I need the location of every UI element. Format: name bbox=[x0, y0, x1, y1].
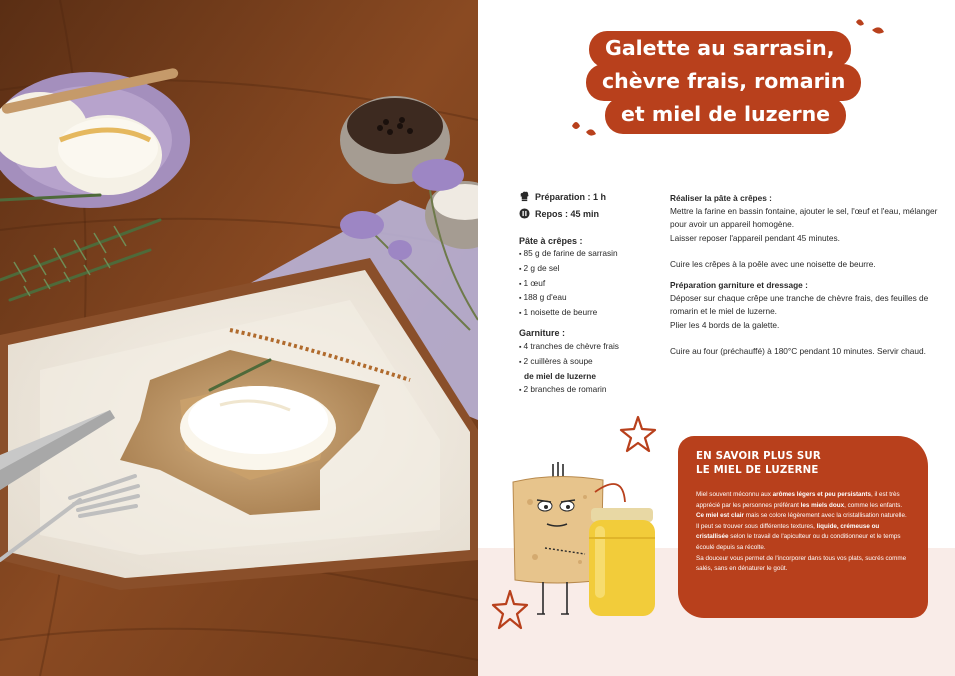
list-item: ▪ 85 g de farine de sarrasin bbox=[519, 247, 618, 262]
recipe-title-line-3: et miel de luzerne bbox=[605, 97, 846, 134]
pate-ingredient-list bbox=[519, 247, 618, 321]
list-item: ▪ 1 œuf bbox=[519, 277, 618, 292]
info-text-span: Miel souvent méconnu aux bbox=[696, 491, 773, 498]
step-pate-title: Réaliser la pâte à crêpes : bbox=[670, 193, 772, 203]
info-paragraph-1 bbox=[696, 490, 910, 554]
decorative-strokes-icon bbox=[850, 14, 890, 44]
step-garniture-text-3: Cuire au four (préchauffé) à 180°C pendant 10 minutes. Servir chaud. bbox=[670, 345, 926, 356]
repos-time bbox=[519, 208, 599, 219]
preparation-label: Préparation : 1 h bbox=[535, 191, 607, 202]
pate-section-title: Pâte à crêpes : bbox=[519, 236, 583, 246]
list-item: ▪ 188 g d'eau bbox=[519, 291, 618, 306]
info-text-bold: liquide, crémeuse ou cristallisée bbox=[696, 522, 880, 541]
info-text-bold: Ce miel est clair bbox=[696, 512, 744, 520]
list-item: ▪ 4 tranches de chèvre frais bbox=[519, 340, 619, 355]
preparation-time bbox=[519, 191, 606, 202]
info-text-span: selon le travail de l'apiculteur ou du conditionneur et le temps écoulé depuis sa récolte. bbox=[696, 533, 901, 551]
pause-icon bbox=[519, 208, 530, 219]
info-title-line-2: LE MIEL DE LUZERNE bbox=[696, 465, 819, 476]
info-title bbox=[696, 450, 910, 478]
step-garniture-text-1: Déposer sur chaque crêpe une tranche de chèvre frais, des feuilles de romarin et le miel de luzerne. bbox=[670, 293, 929, 317]
step-pate-text-2: Laisser reposer l'appareil pendant 45 minutes. bbox=[670, 232, 840, 243]
info-text-span: mais se colore légèrement avec la cristallisation naturelle. Il peut se trouver sous différentes textures, bbox=[696, 512, 907, 530]
step-pate bbox=[670, 192, 940, 271]
list-item: ▪ 1 noisette de beurre bbox=[519, 306, 618, 321]
step-garniture-title: Préparation garniture et dressage : bbox=[670, 280, 808, 290]
info-title-line-1: EN SAVOIR PLUS SUR bbox=[696, 451, 821, 462]
galette-mascot-illustration bbox=[505, 462, 665, 622]
star-icon bbox=[618, 414, 658, 454]
step-garniture bbox=[670, 279, 940, 358]
garniture-section-title: Garniture : bbox=[519, 328, 566, 338]
list-item-bold: de miel de luzerne bbox=[524, 370, 596, 381]
info-text-bold: arômes légers et peu persistants bbox=[772, 491, 871, 498]
info-text-span: , comme les enfants. bbox=[844, 501, 903, 509]
list-item: ▪ 2 branches de romarin bbox=[519, 383, 619, 398]
decorative-strokes-icon bbox=[568, 112, 602, 142]
info-text bbox=[696, 490, 910, 575]
step-garniture-text-2: Plier les 4 bords de la galette. bbox=[670, 319, 780, 330]
list-item-text: 2 cuillères à soupe bbox=[523, 355, 593, 366]
list-item: ▪ 2 g de sel bbox=[519, 262, 618, 277]
list-item bbox=[519, 355, 619, 384]
recipe-title-line-2: chèvre frais, romarin bbox=[586, 64, 861, 101]
info-box bbox=[678, 436, 928, 618]
garniture-ingredient-list bbox=[519, 340, 619, 398]
info-paragraph-2: Sa douceur vous permet de l'incorporer dans tous vos plats, sucrés comme salés, sans en dénaturer le goût. bbox=[696, 554, 907, 573]
chef-hat-icon bbox=[519, 191, 530, 202]
info-text-bold: les miels doux bbox=[800, 501, 845, 509]
info-text-span: , il est très apprécié par les personnes préférant bbox=[696, 491, 900, 509]
step-pate-text-3: Cuire les crêpes à la poêle avec une noisette de beurre. bbox=[670, 258, 876, 269]
repos-label: Repos : 45 min bbox=[535, 208, 600, 219]
recipe-title-line-1: Galette au sarrasin, bbox=[589, 31, 851, 68]
step-pate-text-1: Mettre la farine en bassin fontaine, ajouter le sel, l'œuf et l'eau, mélanger pour avoir un appareil homogène. bbox=[670, 206, 938, 230]
